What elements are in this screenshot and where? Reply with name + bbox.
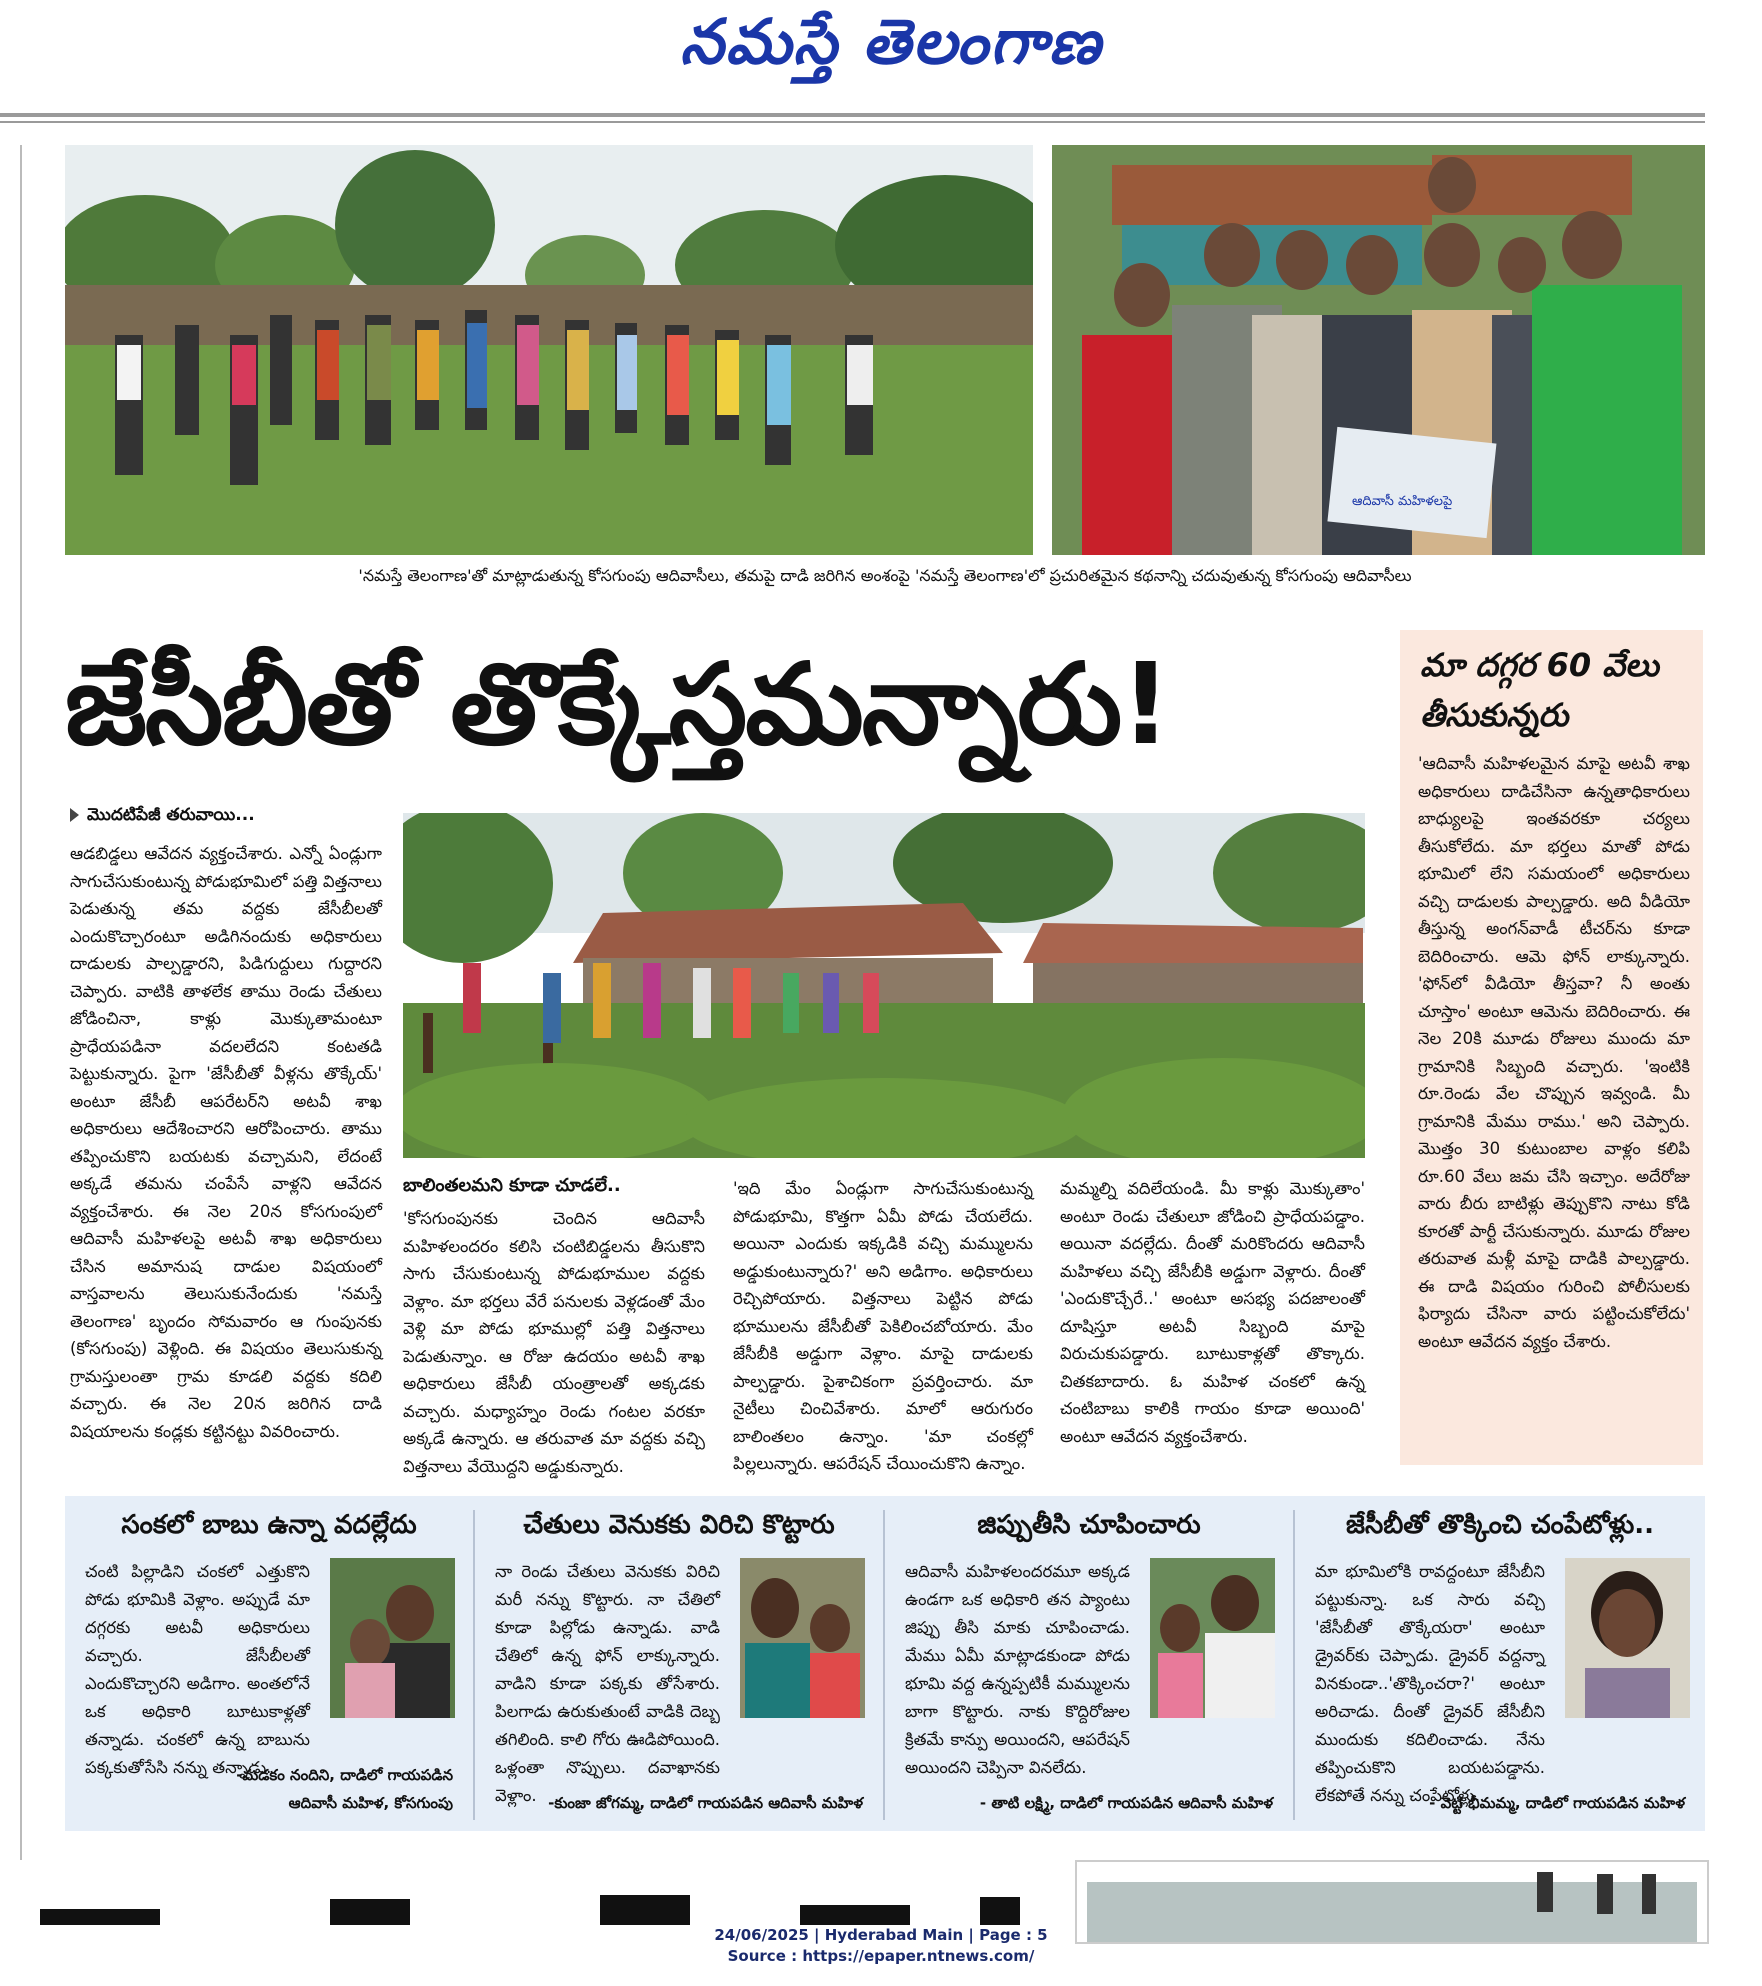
testimonial-signature: -కుంజా జోగమ్మ, దాడిలో గాయపడిన ఆదివాసీ మహిళ — [548, 1794, 863, 1812]
cutoff-next-headline — [40, 1895, 1040, 1925]
testimonial-title: చేతులు వెనుకకు విరిచి కొట్టారు — [523, 1510, 835, 1540]
testimonial-card — [65, 1496, 473, 1831]
masthead-rule — [0, 113, 1705, 117]
chevron-right-icon — [70, 808, 79, 822]
portrait-photo — [1150, 1558, 1275, 1718]
photo-villagers-in-field — [65, 145, 1033, 555]
footer-source-link[interactable]: Source : https://epaper.ntnews.com/ — [727, 1947, 1035, 1965]
sidebar-title: మా దగ్గర 60 వేలు తీసుకున్నరు — [1420, 646, 1659, 734]
testimonial-card — [885, 1496, 1293, 1831]
photo-village-huts — [403, 813, 1365, 1158]
photo-caption: 'నమస్తే తెలంగాణ'తో మాట్లాడుతున్న కోసగుంపు ఆదివాసీలు, తమపై దాడి జరిగిన అంశంపై 'నమస్తే తెలంగాణ'లో ప్రచురితమైన కథనాన్ని చదువుతున్న కోసగుంపు ఆదివాసీలు — [358, 566, 1412, 585]
testimonial-body: చంటి పిల్లాడిని చంకలో ఎత్తుకొని పోడు భూమికి వెళ్లాం. అప్పుడే మా దగ్గరకు అటవీ అధికారులు వచ్చారు. జేసీబీలతో ఎందుకొచ్చారని అడిగాం. అంతలోనే ఒక అధికారి బూటుకాళ్లతో తన్నాడు. చంకలో ఉన్న బాబును పక్కకుతోసేసి నన్ను తన్నాడు. — [85, 1562, 310, 1777]
masthead-rule-thin — [0, 121, 1705, 123]
sidebar-box — [1400, 630, 1703, 1465]
continued-kicker — [70, 805, 255, 829]
kicker-text: మొదటిపేజీ తరువాయి... — [87, 805, 255, 825]
testimonial-title: జేసీబీతో తొక్కించి చంపేటోళ్లు.. — [1346, 1510, 1654, 1540]
testimonial-signature: -మడకం నందిని, దాడిలో గాయపడిన — [236, 1766, 453, 1784]
testimonial-signature-line2: ఆదివాసీ మహిళ, కోసగుంపు — [288, 1794, 453, 1812]
testimonial-body: ఆదివాసీ మహిళలందరమూ అక్కడ ఉండగా ఒక అధికారి తన ప్యాంటు జిప్పు తీసి మాకు చూపించాడు. మేము ఏమీ మాట్లాడకుండా పోడు భూమి వద్ద ఉన్నప్పటికీ మమ్ములను బాగా కొట్టారు. నాకు కొద్దిరోజుల క్రితమే కాన్పు అయిందని, ఆపరేషన్ అయిందని చెప్పినా వినలేదు. — [905, 1562, 1130, 1777]
article-subhead: బాలింతలమని కూడా చూడలే.. — [403, 1175, 621, 1196]
sidebar-body: 'ఆదివాసీ మహిళలమైన మాపై అటవీ శాఖ అధికారులు దాడిచేసినా ఉన్నతాధికారులు బాధ్యులపై ఇంతవరకూ చర్యలు తీసుకోలేదు. మా భర్తలు మాతో పోడు భూమిలో లేని సమయంలో అధికారులు వచ్చి దాడులకు పాల్పడ్డారు. అది వీడియో తీస్తున్న అంగన్‌వాడీ టీచర్‌ను కూడా బెదిరించారు. ఆమె ఫోన్ లాక్కున్నారు. 'ఫోన్‌లో వీడియో తీస్తవా? నీ అంతు చూస్తాం' అంటూ ఆమెను బెదిరించారు. ఈ నెల 20కి మూడు రోజులు ముందు మా గ్రామానికి సిబ్బంది వచ్చారు. 'ఇంటికి రూ.రెండు వేల చొప్పున ఇవ్వండి. మీ గ్రామానికి మేము రాము.' అని చెప్పారు. మొత్తం 30 కుటుంబాల వాళ్లం కలిపి రూ.60 వేలు జమ చేసి ఇచ్చాం. అదేరోజు వారు బీరు బాటిళ్లు తెప్పుకొని నాటు కోడి కూరతో పార్టీ చేసుకున్నారు. మూడు రోజుల తరువాత మళ్లీ మాపై దాడికి పాల్పడ్డారు. ఈ దాడి విషయం గురించి పోలీసులకు ఫిర్యాదు చేసినా వారు పట్టించుకోలేదు' అంటూ ఆవేదన వ్యక్తం చేశారు. — [1418, 754, 1690, 1351]
portrait-photo — [1565, 1558, 1690, 1718]
footer-dateline: 24/06/2025 | Hyderabad Main | Page : 5 — [714, 1926, 1048, 1944]
testimonial-signature: - తాటి లక్ష్మి, దాడిలో గాయపడిన ఆదివాసీ మహిళ — [979, 1794, 1273, 1812]
article-column-1: ఆడబిడ్డలు ఆవేదన వ్యక్తంచేశారు. ఎన్నో ఏండ్లుగా సాగుచేసుకుంటున్న పోడుభూమిలో పత్తి విత్తనాలు పెడుతున్న తమ వద్దకు జేసీబీలతో ఎందుకొచ్చారంటూ అడిగినందుకు అధికారులు దాడులకు పాల్పడ్డారని, పిడిగుద్దులు గుద్దారని చెప్పారు. వాటికి తాళలేక తాము రెండు చేతులు జోడించినా, కాళ్లు మొక్కుతామంటూ ప్రాధేయపడినా వదలలేదని కంటతడి పెట్టుకున్నారు. పైగా 'జేసీబీతో వీళ్లను తొక్కేయ్' అంటూ జేసీబీ ఆపరేటర్‌ని అటవీ శాఖ అధికారులు ఆదేశించారని ఆరోపించారు. తాము తప్పించుకొని బయటకు వచ్చామని, లేదంటే అక్కడే తమను చంపేసే వాళ్లని ఆవేదన వ్యక్తంచేశారు. ఈ నెల 20న కోసగుంపులో ఆదివాసీ మహిళలపై అటవీ శాఖ అధికారులు చేసిన అమానుష దాడుల విషయంలో వాస్తవాలను తెలుసుకునేందుకు 'నమస్తే తెలంగాణ' బృందం సోమవారం ఆ గుంపునకు (కోసగుంపు) వెళ్లింది. ఈ విషయం తెలుసుకున్న గ్రామస్తులంతా గ్రామ కూడలి వద్దకు కదిలి వచ్చారు. ఈ నెల 20న జరిగిన దాడి విషయాలను కండ్లకు కట్టినట్టు వివరించారు. — [70, 844, 382, 1441]
testimonial-body: మా భూమిలోకి రావద్దంటూ జేసీబీని పట్టుకున్నా. ఒక సారు వచ్చి 'జేసీబీతో తొక్కేయరా' అంటూ డ్రైవర్‌కు చెప్పాడు. డ్రైవర్ వద్దన్నా వినకుండా..'తొక్కించరా?' అంటూ అరిచాడు. దీంతో డ్రైవర్ జేసీబీని ముందుకు కదిలించాడు. నేను తప్పించుకొని బయటపడ్డాను. లేకపోతే నన్ను చంపేటోళ్లు. — [1315, 1562, 1545, 1805]
testimonial-body: నా రెండు చేతులు వెనుకకు విరిచి మరీ నన్ను కొట్టారు. నా చేతిలో కూడా పిల్లోడు ఉన్నాడు. వాడి చేతిలో ఉన్న ఫోన్ లాక్కున్నారు. వాడిని కూడా పక్కకు తోసేశారు. పిలగాడు ఉరుకుతుంటే వాడికి దెబ్బ తగిలింది. కాలి గోరు ఊడిపోయింది. ఒళ్లంతా నొప్పులు. దవాఖానకు వెళ్లాం. — [495, 1562, 720, 1805]
portrait-photo — [740, 1558, 865, 1718]
newspaper-logo: నమస్తే తెలంగాణ — [680, 5, 1103, 78]
masthead — [0, 0, 1705, 120]
newspaper-prop-text: ఆదివాసీ మహిళలపై — [1352, 494, 1453, 509]
testimonial-signature: - వెట్టి భీమమ్మ, దాడిలో గాయపడిన మహిళ — [1429, 1794, 1685, 1812]
photo-men-reading-newspaper — [1052, 145, 1705, 555]
testimonial-card — [1295, 1496, 1705, 1831]
testimonials-panel — [65, 1496, 1705, 1831]
article-column-4: మమ్మల్ని వదిలేయండి. మీ కాళ్లు మొక్కుతాం' అంటూ రెండు చేతులూ జోడించి ప్రాధేయపడ్డాం. అయినా వదల్లేదు. దీంతో మరికొందరు ఆదివాసీ మహిళలు వచ్చి జేసీబీకి అడ్డుగా వెళ్లారు. దీంతో 'ఎందుకొచ్చేరే..' అంటూ అసభ్య పదజాలంతో దూషిస్తూ అటవీ సిబ్బంది మాపై విరుచుకుపడ్డారు. బూటుకాళ్లతో తొక్కారు. చితకబాదారు. ఓ మహిళ చంకలో ఉన్న చంటిబాబు కాలికి గాయం కూడా అయింది' అంటూ ఆవేదన వ్యక్తంచేశారు. — [1060, 1179, 1365, 1446]
testimonial-title: సంకలో బాబు ఉన్నా వదల్లేదు — [121, 1510, 417, 1540]
article-column-3: 'ఇది మేం ఏండ్లుగా సాగుచేసుకుంటున్న పోడుభూమి, కొత్తగా ఏమీ పోడు చేయలేదు. అయినా ఎందుకు ఇక్కడికి వచ్చి మమ్ములను అడ్డుకుంటున్నారు?' అని అడిగాం. అధికారులు రెచ్చిపోయారు. విత్తనాలు పెట్టిన పోడు భూములను జేసీబీతో పెకిలించబోయారు. మేం జేసీబీకి అడ్డుగా వెళ్లాం. మాపై దాడులకు పాల్పడ్డారు. పైశాచికంగా ప్రవర్తించారు. మా నైటీలు చించివేశారు. మాలో ఆరుగురం బాలింతలం ఉన్నాం. 'మా చంకల్లో పిల్లలున్నారు. ఆపరేషన్ చేయించుకొని ఉన్నాం. — [733, 1179, 1033, 1473]
testimonial-title: జిప్పుతీసి చూపించారు — [977, 1510, 1201, 1540]
testimonial-card — [475, 1496, 883, 1831]
portrait-photo — [330, 1558, 455, 1718]
left-margin-strip — [0, 145, 22, 1860]
article-column-2: 'కోసగుంపునకు చెందిన ఆదివాసీ మహిళలందరం కలిసి చంటిబిడ్డలను తీసుకొని సాగు చేసుకుంటున్న పోడుభూముల వద్దకు వెళ్లాం. మా భర్తలు వేరే పనులకు వెళ్లడంతో మేం వెళ్లి మా పోడు భూముల్లో పత్తి విత్తనాలు పెడుతున్నాం. ఆ రోజు ఉదయం అటవీ శాఖ అధికారులు జేసీబీ యంత్రాలతో అక్కడకు వచ్చారు. మధ్యాహ్నం రెండు గంటల వరకూ అక్కడే ఉన్నారు. ఆ తరువాత మా వద్దకు వచ్చి విత్తనాలు వేయొద్దని అడ్డుకున్నారు. — [403, 1209, 705, 1476]
page-footer — [0, 1925, 1762, 1967]
main-headline: జేసీబీతో తొక్కేస్తమన్నారు! — [65, 640, 1170, 770]
